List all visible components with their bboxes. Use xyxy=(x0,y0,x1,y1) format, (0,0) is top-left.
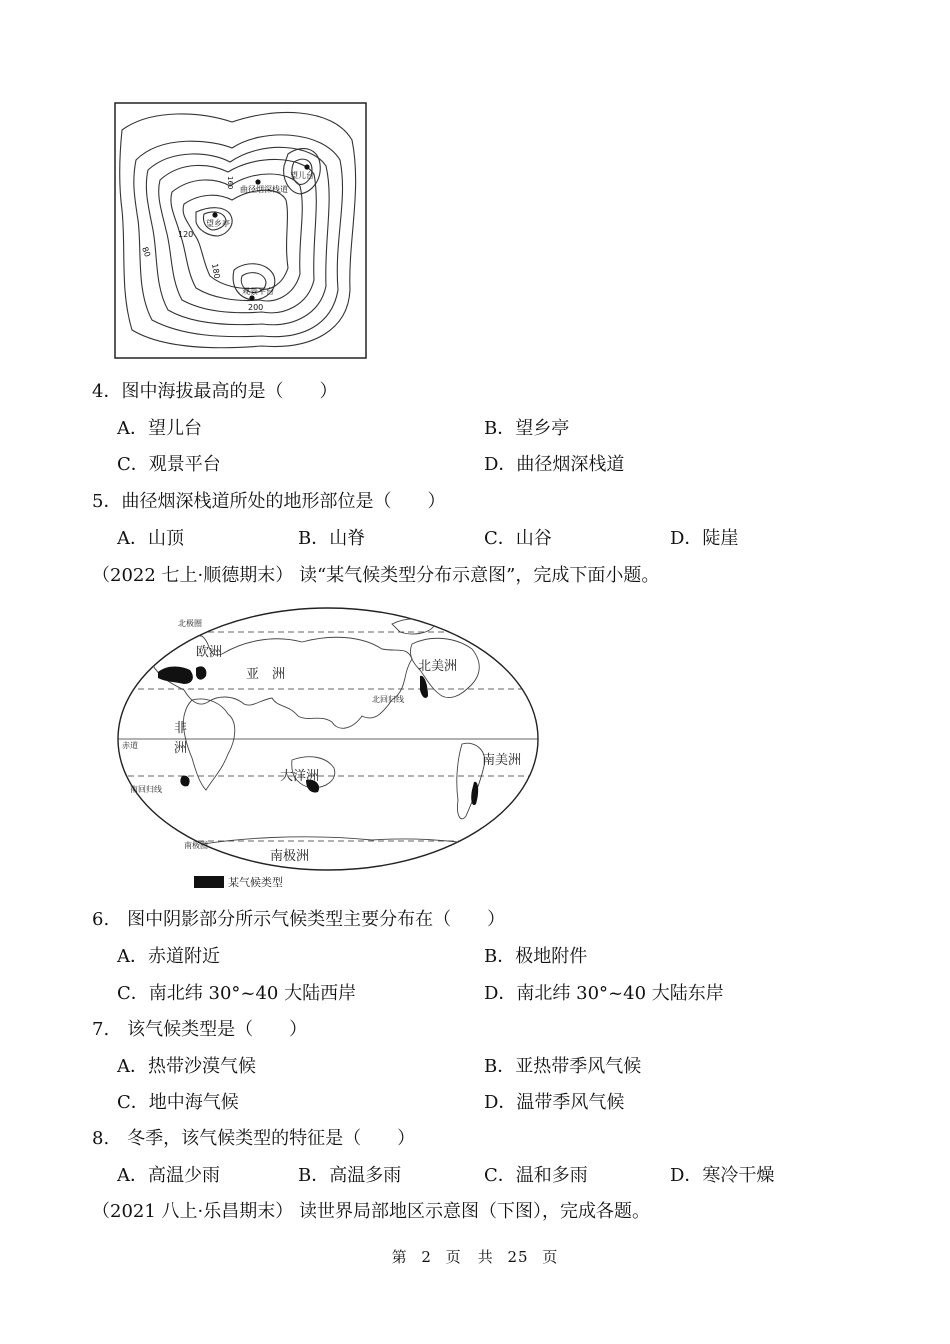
question-7-option-a: A．热带沙漠气候 xyxy=(117,1056,256,1077)
question-8-stem: 8. 冬季，该气候类型的特征是（ ） xyxy=(92,1128,416,1149)
label-equator: 赤道 xyxy=(122,741,138,750)
label-africa-1: 非 xyxy=(174,721,188,736)
question-6-option-b: B．极地附件 xyxy=(484,946,588,967)
contour-120: 120 xyxy=(178,230,194,239)
question-6-option-c: C．南北纬 30°~40 大陆西岸 xyxy=(117,983,357,1004)
label-europe: 欧洲 xyxy=(196,645,223,660)
contour-80: 80 xyxy=(140,245,153,259)
question-8-option-d: D．寒冷干燥 xyxy=(670,1165,775,1186)
footer-page-number: 2 xyxy=(421,1248,432,1266)
contour-180: 180 xyxy=(210,262,222,280)
question-6-stem: 6. 图中阴影部分所示气候类型主要分布在（ ） xyxy=(92,909,506,930)
question-8-option-c: C．温和多雨 xyxy=(484,1165,588,1186)
label-wanger: 望儿台 xyxy=(290,171,314,180)
contour-map xyxy=(112,100,370,362)
question-7-option-c: C．地中海气候 xyxy=(117,1092,239,1113)
section-intro-2022: （2022 七上·顺德期末） 读“某气候类型分布示意图”，完成下面小题。 xyxy=(92,565,660,586)
footer-prefix: 第 xyxy=(391,1248,408,1266)
question-7-option-d: D．温带季风气候 xyxy=(484,1092,625,1113)
label-tropic-capricorn: 南回归线 xyxy=(130,785,162,794)
question-5-option-a: A．山顶 xyxy=(117,528,184,549)
label-antarctica: 南极洲 xyxy=(270,849,310,864)
contour-160: 160 xyxy=(226,176,234,190)
label-guanjing: 观景平台 xyxy=(242,287,274,296)
question-6-option-d: D．南北纬 30°~40 大陆东岸 xyxy=(484,983,724,1004)
question-5-option-b: B．山脊 xyxy=(298,528,366,549)
question-8-option-b: B．高温多雨 xyxy=(298,1165,402,1186)
question-8-option-a: A．高温少雨 xyxy=(117,1165,220,1186)
label-wangxiang: 望乡亭 xyxy=(206,219,230,228)
question-5-stem: 5．曲径烟深栈道所处的地形部位是（ ） xyxy=(92,491,446,512)
label-arctic-circle: 北极圈 xyxy=(178,619,202,628)
label-africa-2: 洲 xyxy=(174,741,188,756)
question-4-option-a: A．望儿台 xyxy=(117,418,202,439)
label-north-america: 北美洲 xyxy=(418,659,458,674)
footer-suffix: 页 xyxy=(542,1248,559,1266)
question-5-option-d: D．陡崖 xyxy=(670,528,739,549)
legend-label: 某气候类型 xyxy=(228,876,283,889)
label-quanjing: 曲径烟深栈道 xyxy=(240,185,288,194)
question-4-option-c: C．观景平台 xyxy=(117,454,221,475)
page-footer xyxy=(0,1246,950,1267)
world-climate-map xyxy=(112,604,544,894)
section-intro-2021: （2021 八上·乐昌期末） 读世界局部地区示意图（下图），完成各题。 xyxy=(92,1201,650,1222)
question-4-option-d: D．曲径烟深栈道 xyxy=(484,454,625,475)
contour-200: 200 xyxy=(248,303,264,312)
question-7-stem: 7. 该气候类型是（ ） xyxy=(92,1019,308,1040)
question-7-option-b: B．亚热带季风气候 xyxy=(484,1056,642,1077)
legend-swatch xyxy=(194,876,224,888)
question-4-option-b: B．望乡亭 xyxy=(484,418,570,439)
label-asia: 亚 洲 xyxy=(246,667,286,682)
question-5-option-c: C．山谷 xyxy=(484,528,552,549)
question-4-stem: 4．图中海拔最高的是（ ） xyxy=(92,381,338,402)
label-south-america: 南美洲 xyxy=(482,753,522,768)
question-6-option-a: A．赤道附近 xyxy=(117,946,220,967)
footer-total-pages: 25 xyxy=(507,1248,529,1266)
label-antarctic-circle: 南极圈 xyxy=(184,841,208,850)
label-tropic-cancer: 北回归线 xyxy=(372,695,404,704)
label-oceania: 大洋洲 xyxy=(280,769,320,784)
footer-middle: 页 共 xyxy=(445,1248,494,1266)
